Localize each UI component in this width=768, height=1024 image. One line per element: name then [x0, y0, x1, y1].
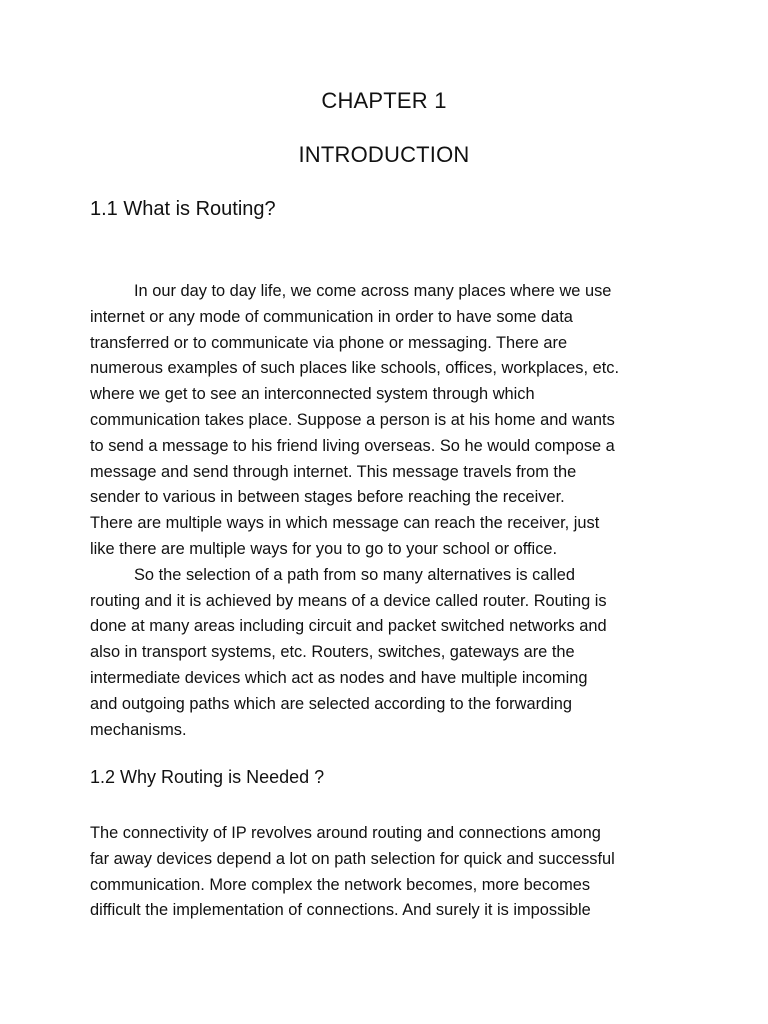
paragraph-line: routing and it is achieved by means of a device called router. Routing is: [90, 591, 607, 610]
section-heading-what-is-routing: 1.1 What is Routing?: [90, 198, 276, 220]
paragraph-line: sender to various in between stages before reaching the receiver.: [90, 488, 565, 507]
section-heading-why-routing-needed: 1.2 Why Routing is Needed ?: [90, 767, 325, 787]
paragraph-line: like there are multiple ways for you to go to your school or office.: [90, 539, 558, 558]
section1-body: [90, 279, 682, 743]
paragraph-line: to send a message to his friend living overseas. So he would compose a: [90, 436, 615, 455]
paragraph-line: difficult the implementation of connections. And surely it is impossible: [90, 901, 591, 920]
section2-body: [90, 821, 682, 924]
paragraph-line: communication takes place. Suppose a person is at his home and wants: [90, 410, 615, 429]
chapter-number: CHAPTER 1: [321, 88, 447, 113]
paragraph-line: numerous examples of such places like schools, offices, workplaces, etc.: [90, 359, 619, 378]
paragraph-line: communication. More complex the network becomes, more becomes: [90, 875, 591, 894]
paragraph-line: In our day to day life, we come across many places where we use: [134, 282, 612, 300]
paragraph-line: intermediate devices which act as nodes and have multiple incoming: [90, 668, 588, 687]
paragraph-line: message and send through internet. This message travels from the: [90, 462, 577, 481]
paragraph-line: and outgoing paths which are selected according to the forwarding: [90, 694, 573, 713]
paragraph-line: done at many areas including circuit and packet switched networks and: [90, 617, 607, 636]
paragraph-line: There are multiple ways in which message can reach the receiver, just: [90, 514, 600, 533]
paragraph-line: far away devices depend a lot on path selection for quick and successful: [90, 849, 615, 868]
paragraph-line: where we get to see an interconnected system through which: [90, 385, 535, 404]
paragraph-line: transferred or to communicate via phone or messaging. There are: [90, 333, 568, 352]
paragraph-line: internet or any mode of communication in order to have some data: [90, 307, 573, 326]
paragraph-line: also in transport systems, etc. Routers, switches, gateways are the: [90, 643, 575, 662]
paragraph-line: mechanisms.: [90, 720, 187, 739]
paragraph-line: So the selection of a path from so many alternatives is called: [134, 565, 575, 584]
paragraph-line: The connectivity of IP revolves around routing and connections among: [90, 824, 601, 842]
chapter-title: INTRODUCTION: [298, 142, 470, 167]
